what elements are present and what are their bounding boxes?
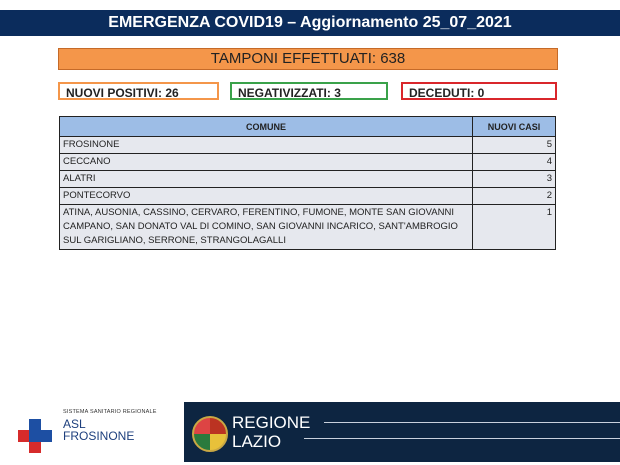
negativizzati-box: NEGATIVIZZATI: 3 — [230, 82, 388, 100]
medical-cross-icon — [18, 419, 52, 453]
comune-cell: CECCANO — [60, 154, 473, 171]
comune-cell: FROSINONE — [60, 137, 473, 154]
casi-cell: 2 — [473, 188, 556, 205]
asl-name — [63, 418, 134, 442]
table-row — [60, 205, 556, 250]
header-comune: COMUNE — [60, 117, 473, 137]
asl-line1: ASL — [63, 417, 86, 431]
casi-cell: 4 — [473, 154, 556, 171]
regione-emblem-icon — [192, 416, 228, 452]
decor-line — [304, 438, 620, 439]
table-row — [60, 154, 556, 171]
casi-cell: 5 — [473, 137, 556, 154]
asl-line2: FROSINONE — [63, 429, 135, 443]
table-row — [60, 188, 556, 205]
casi-cell: 1 — [473, 205, 556, 250]
regione-line2: LAZIO — [232, 432, 282, 451]
nuovi-positivi-box: NUOVI POSITIVI: 26 — [58, 82, 219, 100]
page-title: EMERGENZA COVID19 – Aggiornamento 25_07_2021 — [0, 10, 620, 36]
tamponi-banner: TAMPONI EFFETTUATI: 638 — [58, 48, 558, 70]
regione-line1: REGIONE — [232, 413, 311, 432]
decor-line — [324, 422, 620, 423]
table-row — [60, 137, 556, 154]
asl-frosinone-logo — [18, 405, 188, 455]
casi-cell: 3 — [473, 171, 556, 188]
comune-cell: PONTECORVO — [60, 188, 473, 205]
table-header-row — [60, 117, 556, 137]
asl-system-label: SISTEMA SANITARIO REGIONALE — [63, 409, 157, 415]
regione-lazio-banner — [184, 402, 620, 462]
comune-cell: ALATRI — [60, 171, 473, 188]
cases-table — [59, 116, 556, 250]
deceduti-box: DECEDUTI: 0 — [401, 82, 557, 100]
comune-cell: ATINA, AUSONIA, CASSINO, CERVARO, FERENTINO, FUMONE, MONTE SAN GIOVANNI CAMPANO, SAN DONATO VAL DI COMINO, SAN GIOVANNI INCARICO, SANT'AMBROGIO SUL GARIGLIANO, SERRONE, STRANGOLAGALLI — [60, 205, 473, 250]
table-row — [60, 171, 556, 188]
header-nuovi-casi: NUOVI CASI — [473, 117, 556, 137]
